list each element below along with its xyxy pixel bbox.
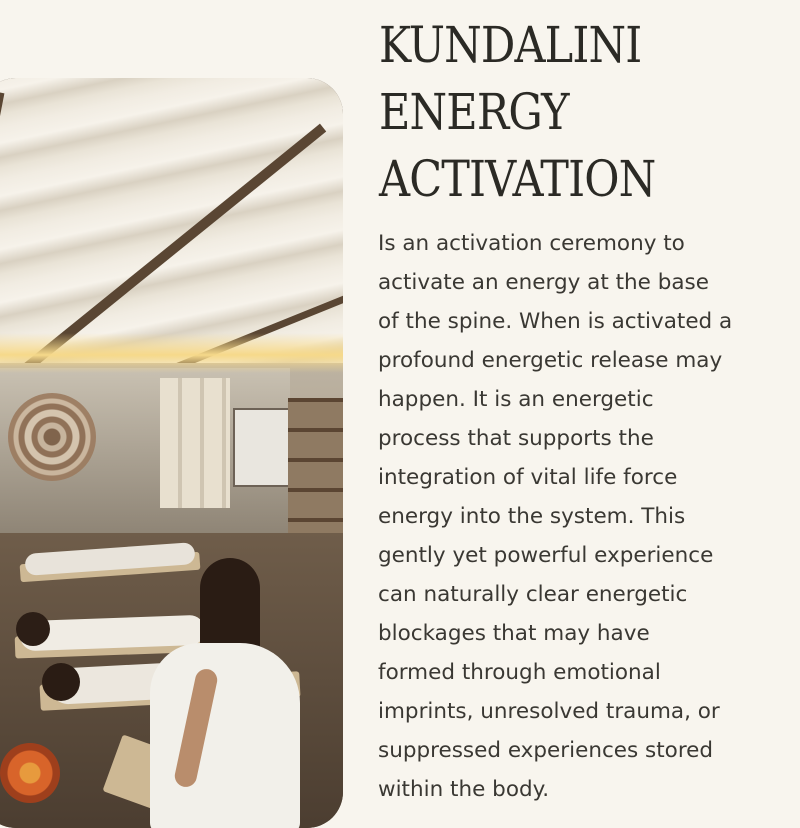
bookshelf [288, 398, 343, 548]
warm-light-strip [0, 333, 343, 373]
description-line: gently yet powerful experience [378, 543, 714, 568]
description-line: integration of vital life force [378, 465, 678, 490]
description-line: energy into the system. This [378, 504, 686, 529]
reclining-person-head [16, 612, 50, 646]
description-line: can naturally clear energetic [378, 582, 688, 607]
seated-facilitator [130, 558, 310, 828]
description-line: of the spine. When is activated a [378, 309, 733, 334]
facilitator-dress [150, 643, 300, 828]
description-line: happen. It is an energetic [378, 387, 654, 412]
description-line: formed through emotional [378, 660, 661, 685]
description-line: profound energetic release may [378, 348, 723, 373]
curtained-windows [160, 378, 230, 508]
projection-screen [233, 408, 292, 487]
description-paragraph [378, 224, 793, 809]
flower-offering [0, 743, 60, 803]
yoga-studio-photo [0, 78, 343, 828]
description-line: imprints, unresolved trauma, or [378, 699, 720, 724]
title-line: KUNDALINI [379, 16, 642, 74]
title-line: ACTIVATION [379, 150, 656, 208]
description-line: activate an energy at the base [378, 270, 709, 295]
mandala-decoration [8, 393, 96, 481]
reclining-person-head [42, 663, 80, 701]
title-line: ENERGY [379, 83, 569, 141]
fabric-ceiling [0, 78, 343, 368]
description-line: suppressed experiences stored [378, 738, 714, 763]
description-line: blockages that may have [378, 621, 650, 646]
description-line: Is an activation ceremony to [378, 231, 685, 256]
description-line: within the body. [378, 777, 550, 802]
page-title [379, 12, 732, 213]
description-line: process that supports the [378, 426, 654, 451]
